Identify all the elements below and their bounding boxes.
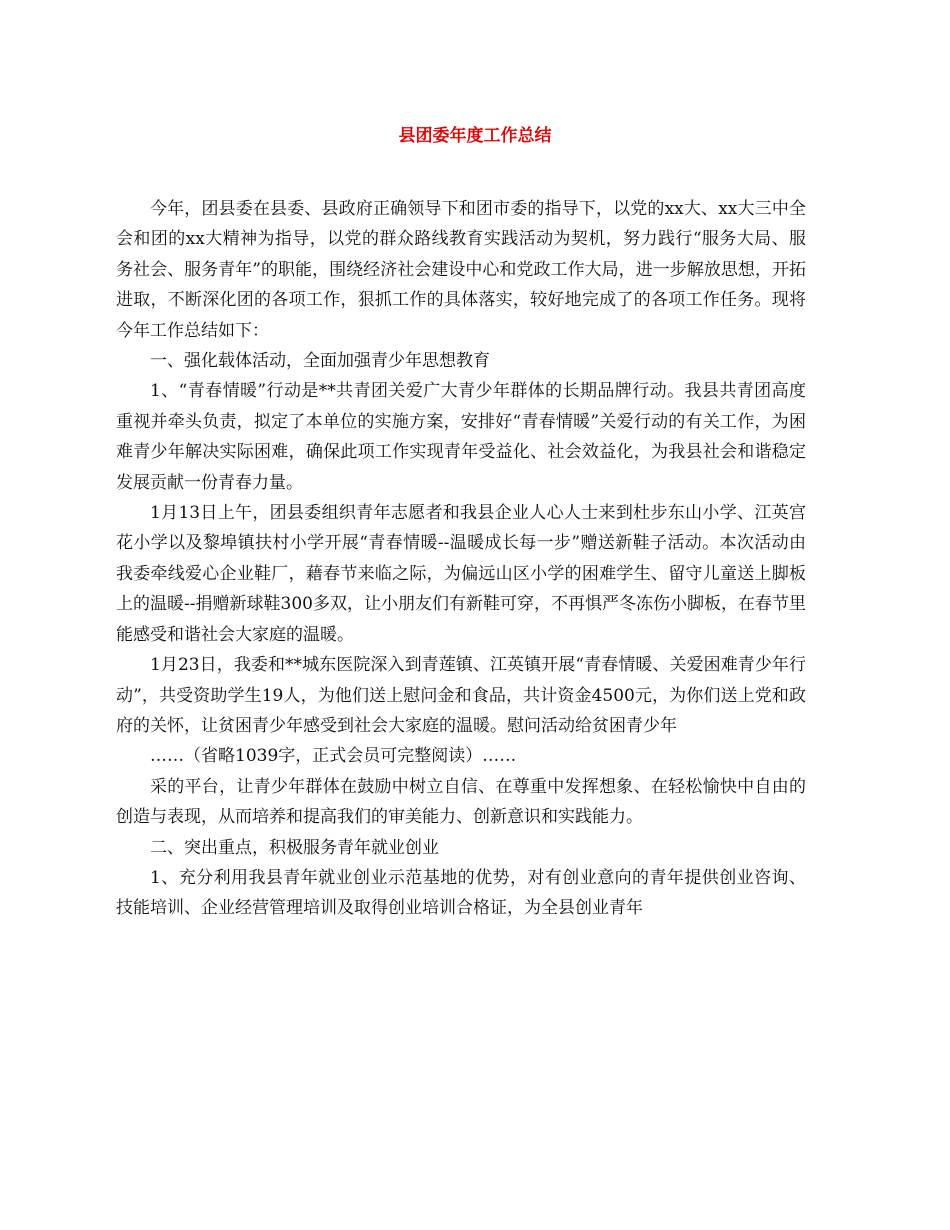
paragraph-intro: 今年，团县委在县委、县政府正确领导下和团市委的指导下，以党的xx大、xx大三中全会和团的xx大精神为指导，以党的群众路线教育实践活动为契机，努力践行“服务大局、服务社会、服务青年”的职能，围绕经济社会建设中心和党政工作大局，进一步解放思想，开拓进取，不断深化团的各项工作，狠抓工作的具体落实，较好地完成了的各项工作任务。现将今年工作总结如下：: [116, 199, 806, 341]
paragraph-jan-13: 1月13日上午，团县委组织青年志愿者和我县企业人心人士来到杜步东山小学、江英宫花小学以及黎埠镇扶村小学开展“青春情暖--温暖成长每一步”赠送新鞋子活动。本次活动由我委牵线爱心企业鞋厂，藉春节来临之际，为偏远山区小学的困难学生、留守儿童送上脚板上的温暖--捐赠新球鞋300多双，让小朋友们有新鞋可穿，不再惧严冬冻伤小脚板，在春节里能感受和谐社会大家庭的温暖。: [116, 503, 806, 645]
section-heading-1: 一、强化载体活动，全面加强青少年思想教育: [150, 351, 490, 372]
omission-notice: ……（省略1039字，正式会员可完整阅读）……: [150, 746, 517, 767]
paragraph-jan-23: 1月23日，我委和**城东医院深入到青莲镇、江英镇开展“青春情暖、关爱困难青少年行动”，共受资助学生19人，为他们送上慰问金和食品，共计资金4500元，为你们送上党和政府的关怀，让贫困青少年感受到社会大家庭的温暖。慰问活动给贫困青少年: [116, 655, 806, 736]
document-title: 县团委年度工作总结: [398, 126, 552, 146]
document-body: [116, 194, 806, 924]
paragraph-item-2-1: 1、充分利用我县青年就业创业示范基地的优势，对有创业意向的青年提供创业咨询、技能培训、企业经营管理培训及取得创业培训合格证，为全县创业青年: [116, 867, 806, 919]
paragraph-continued: 采的平台，让青少年群体在鼓励中树立自信、在尊重中发挥想象、在轻松愉快中自由的创造与表现，从而培养和提高我们的审美能力、创新意识和实践能力。: [116, 776, 806, 828]
section-heading-2: 二、突出重点，积极服务青年就业创业: [150, 837, 439, 858]
paragraph-item-1: 1、“青春情暖”行动是**共青团关爱广大青少年群体的长期品牌行动。我县共青团高度重视并牵头负责，拟定了本单位的实施方案，安排好“青春情暖”关爱行动的有关工作，为困难青少年解决实际困难，确保此项工作实现青年受益化、社会效益化，为我县社会和谐稳定发展贡献一份青春力量。: [116, 381, 806, 493]
